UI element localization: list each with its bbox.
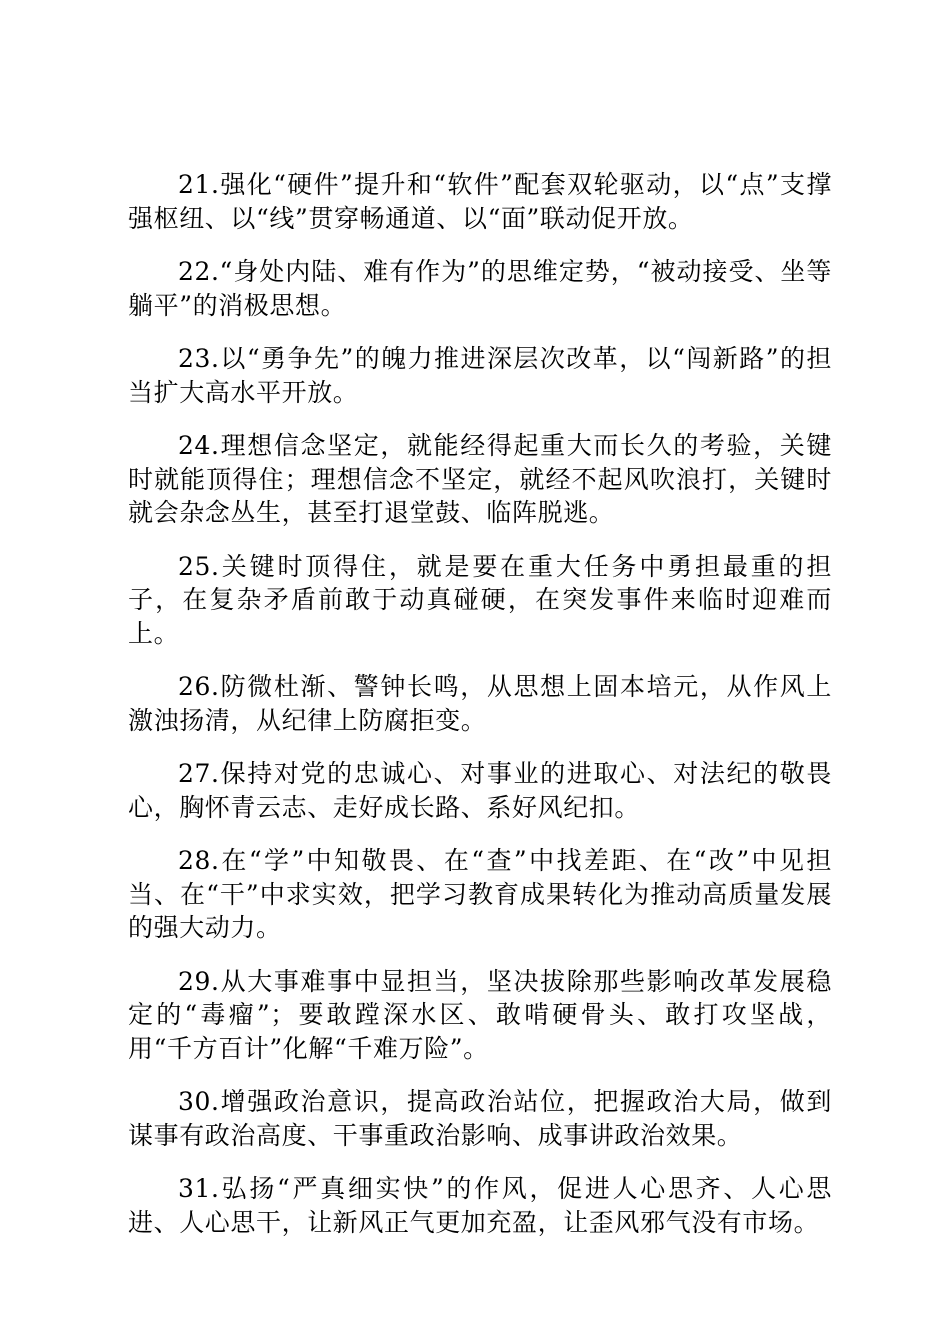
paragraph-24: 24.理想信念坚定，就能经得起重大而长久的考验，关键时就能顶得住；理想信念不坚定，就经不起风吹浪打，关键时就会杂念丛生，甚至打退堂鼓、临阵脱逃。 (128, 431, 832, 527)
paragraph-28: 28.在“学”中知敬畏、在“查”中找差距、在“改”中见担当、在“干”中求实效，把学习教育成果转化为推动高质量发展的强大动力。 (128, 846, 832, 942)
paragraph-30: 30.增强政治意识，提高政治站位，把握政治大局，做到谋事有政治高度、干事重政治影响、成事讲政治效果。 (128, 1087, 832, 1150)
paragraph-21: 21.强化“硬件”提升和“软件”配套双轮驱动，以“点”支撑强枢纽、以“线”贯穿畅通道、以“面”联动促开放。 (128, 170, 832, 233)
paragraph-27: 27.保持对党的忠诚心、对事业的进取心、对法纪的敬畏心，胸怀青云志、走好成长路、系好风纪扣。 (128, 759, 832, 822)
paragraph-25: 25.关键时顶得住，就是要在重大任务中勇担最重的担子，在复杂矛盾前敢于动真碰硬，在突发事件来临时迎难而上。 (128, 551, 832, 648)
paragraph-29: 29.从大事难事中显担当，坚决拔除那些影响改革发展稳定的“毒瘤”；要敢蹚深水区、敢啃硬骨头、敢打攻坚战，用“千方百计”化解“千难万险”。 (128, 966, 832, 1063)
paragraph-22: 22.“身处内陆、难有作为”的思维定势，“被动接受、坐等躺平”的消极思想。 (128, 257, 832, 320)
paragraph-23: 23.以“勇争先”的魄力推进深层次改革，以“闯新路”的担当扩大高水平开放。 (128, 344, 832, 407)
document-page (128, 168, 832, 1259)
paragraph-26: 26.防微杜渐、警钟长鸣，从思想上固本培元，从作风上激浊扬清，从纪律上防腐拒变。 (128, 672, 832, 735)
paragraph-31: 31.弘扬“严真细实快”的作风，促进人心思齐、人心思进、人心思干，让新风正气更加充盈，让歪风邪气没有市场。 (128, 1174, 832, 1237)
